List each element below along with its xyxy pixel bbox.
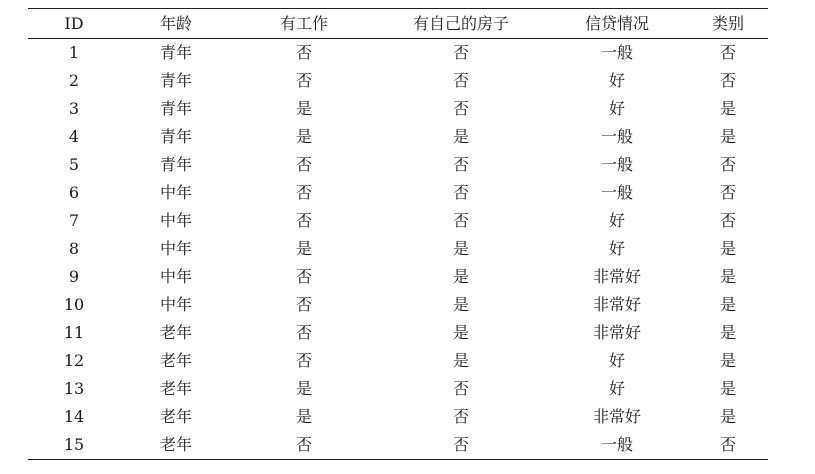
cell-own-house: 否 bbox=[452, 211, 469, 230]
cell-has-job: 否 bbox=[295, 183, 312, 202]
cell-class: 否 bbox=[719, 155, 736, 174]
cell-class: 是 bbox=[719, 323, 736, 342]
table-row bbox=[28, 67, 768, 95]
cell-own-house: 否 bbox=[452, 99, 469, 118]
table-row bbox=[28, 151, 768, 179]
cell-has-job: 否 bbox=[295, 155, 312, 174]
cell-has-job: 否 bbox=[232, 431, 376, 460]
cell-has-job: 否 bbox=[295, 295, 312, 314]
cell-class: 是 bbox=[719, 295, 736, 314]
cell-id: 9 bbox=[68, 267, 80, 286]
cell-own-house: 否 bbox=[376, 431, 546, 460]
table-row bbox=[28, 431, 768, 460]
header-class: 类别 bbox=[688, 9, 768, 39]
cell-class: 是 bbox=[719, 379, 736, 398]
cell-age: 中年 bbox=[159, 267, 192, 286]
cell-id: 8 bbox=[68, 239, 80, 258]
header-age: 年龄 bbox=[120, 9, 232, 39]
cell-id: 15 bbox=[28, 431, 120, 460]
cell-id: 11 bbox=[63, 323, 85, 342]
table-header bbox=[28, 9, 768, 39]
cell-id: 6 bbox=[68, 183, 80, 202]
cell-has-job: 是 bbox=[295, 239, 312, 258]
cell-own-house: 否 bbox=[452, 183, 469, 202]
table-row bbox=[28, 319, 768, 347]
cell-credit: 非常好 bbox=[592, 295, 641, 314]
table-row bbox=[28, 95, 768, 123]
cell-credit: 好 bbox=[608, 71, 625, 90]
cell-age: 老年 bbox=[120, 431, 232, 460]
cell-id: 13 bbox=[63, 379, 85, 398]
cell-age: 青年 bbox=[159, 99, 192, 118]
cell-own-house: 否 bbox=[452, 43, 469, 62]
cell-has-job: 否 bbox=[295, 211, 312, 230]
cell-credit: 好 bbox=[608, 99, 625, 118]
cell-credit: 好 bbox=[608, 351, 625, 370]
cell-own-house: 是 bbox=[452, 127, 469, 146]
cell-age: 青年 bbox=[159, 155, 192, 174]
cell-id: 1 bbox=[68, 43, 80, 62]
cell-age: 老年 bbox=[159, 323, 192, 342]
cell-age: 中年 bbox=[159, 211, 192, 230]
cell-age: 青年 bbox=[159, 127, 192, 146]
cell-credit: 好 bbox=[608, 379, 625, 398]
cell-has-job: 否 bbox=[295, 323, 312, 342]
cell-class: 是 bbox=[719, 127, 736, 146]
cell-credit: 一般 bbox=[546, 431, 688, 460]
header-row bbox=[28, 9, 768, 39]
table-row bbox=[28, 123, 768, 151]
cell-credit: 一般 bbox=[600, 43, 633, 62]
cell-credit: 非常好 bbox=[592, 267, 641, 286]
cell-class: 否 bbox=[688, 431, 768, 460]
data-table-container bbox=[28, 8, 768, 460]
table-row bbox=[28, 39, 768, 68]
cell-age: 青年 bbox=[159, 71, 192, 90]
cell-has-job: 是 bbox=[295, 379, 312, 398]
cell-has-job: 否 bbox=[295, 267, 312, 286]
cell-class: 是 bbox=[719, 351, 736, 370]
cell-own-house: 是 bbox=[452, 351, 469, 370]
cell-credit: 非常好 bbox=[592, 407, 641, 426]
cell-id: 10 bbox=[63, 295, 85, 314]
cell-own-house: 否 bbox=[452, 71, 469, 90]
loan-data-table bbox=[28, 8, 768, 460]
cell-age: 老年 bbox=[159, 407, 192, 426]
cell-class: 否 bbox=[719, 211, 736, 230]
cell-class: 是 bbox=[719, 407, 736, 426]
cell-class: 是 bbox=[719, 239, 736, 258]
table-row bbox=[28, 235, 768, 263]
cell-credit: 非常好 bbox=[592, 323, 641, 342]
cell-age: 青年 bbox=[159, 43, 192, 62]
table-row bbox=[28, 207, 768, 235]
cell-credit: 好 bbox=[608, 239, 625, 258]
cell-class: 否 bbox=[719, 71, 736, 90]
cell-credit: 一般 bbox=[600, 183, 633, 202]
cell-own-house: 否 bbox=[452, 407, 469, 426]
cell-credit: 一般 bbox=[600, 127, 633, 146]
table-body bbox=[28, 39, 768, 460]
cell-age: 中年 bbox=[159, 239, 192, 258]
cell-age: 老年 bbox=[159, 379, 192, 398]
cell-own-house: 是 bbox=[452, 295, 469, 314]
cell-age: 老年 bbox=[159, 351, 192, 370]
header-has-job: 有工作 bbox=[232, 9, 376, 39]
table-row bbox=[28, 347, 768, 375]
cell-id: 4 bbox=[68, 127, 80, 146]
table-row bbox=[28, 263, 768, 291]
cell-own-house: 是 bbox=[452, 323, 469, 342]
cell-id: 14 bbox=[63, 407, 85, 426]
table-row bbox=[28, 179, 768, 207]
cell-has-job: 否 bbox=[295, 351, 312, 370]
cell-age: 中年 bbox=[159, 295, 192, 314]
cell-credit: 好 bbox=[608, 211, 625, 230]
cell-id: 7 bbox=[68, 211, 80, 230]
cell-has-job: 否 bbox=[295, 43, 312, 62]
cell-id: 2 bbox=[68, 71, 80, 90]
table-row bbox=[28, 375, 768, 403]
cell-id: 3 bbox=[68, 99, 80, 118]
header-own-house: 有自己的房子 bbox=[376, 9, 546, 39]
cell-class: 否 bbox=[719, 183, 736, 202]
cell-age: 中年 bbox=[159, 183, 192, 202]
cell-has-job: 否 bbox=[295, 71, 312, 90]
cell-own-house: 是 bbox=[452, 239, 469, 258]
cell-own-house: 否 bbox=[452, 155, 469, 174]
cell-id: 5 bbox=[68, 155, 80, 174]
table-row bbox=[28, 291, 768, 319]
cell-has-job: 是 bbox=[295, 99, 312, 118]
cell-own-house: 是 bbox=[452, 267, 469, 286]
table-row bbox=[28, 403, 768, 431]
cell-class: 是 bbox=[719, 267, 736, 286]
cell-has-job: 是 bbox=[295, 127, 312, 146]
cell-class: 否 bbox=[719, 43, 736, 62]
header-credit: 信贷情况 bbox=[546, 9, 688, 39]
cell-class: 是 bbox=[719, 99, 736, 118]
cell-id: 12 bbox=[63, 351, 85, 370]
cell-credit: 一般 bbox=[600, 155, 633, 174]
cell-own-house: 否 bbox=[452, 379, 469, 398]
header-id: ID bbox=[28, 9, 120, 39]
cell-has-job: 是 bbox=[295, 407, 312, 426]
